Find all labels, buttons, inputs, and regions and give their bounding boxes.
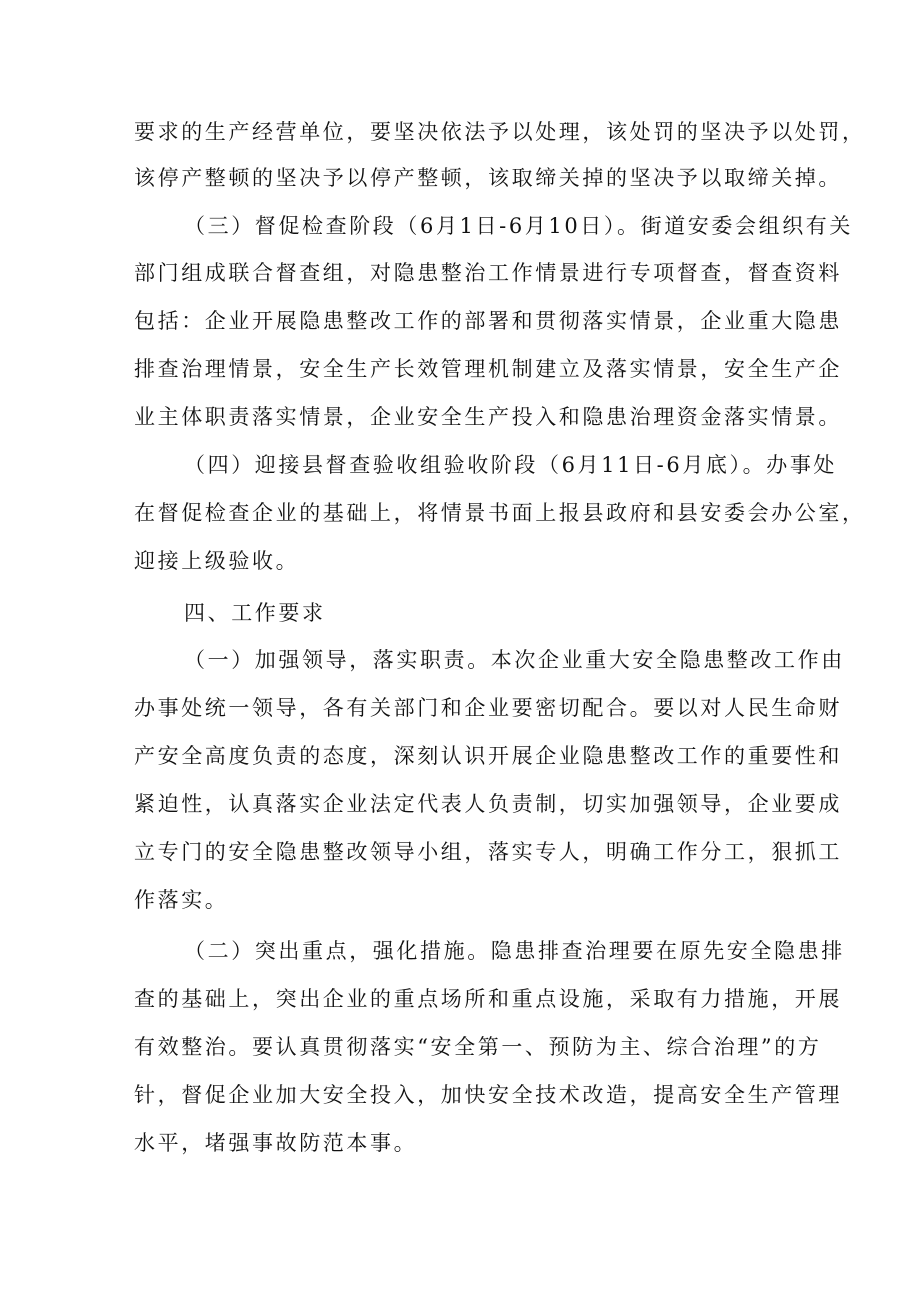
paragraph-5-line-1: （一）加强领导，落实职责。本次企业重大安全隐患整改工作由 xyxy=(184,648,845,672)
section-heading-work-requirements: 四、工作要求 xyxy=(184,601,326,625)
paragraph-6-line-4: 针，督促企业加大安全投入，加快安全技术改造，提高安全生产管理 xyxy=(134,1083,842,1107)
paragraph-6-line-2: 查的基础上，突出企业的重点场所和重点设施，采取有力措施，开展 xyxy=(134,987,842,1011)
paragraph-3-line-1: （四）迎接县督查验收组验收阶段（6月11日-6月底）。办事处 xyxy=(184,453,838,477)
paragraph-3-line-3: 迎接上级验收。 xyxy=(134,549,300,573)
paragraph-6-line-1: （二）突出重点，强化措施。隐患排查治理要在原先安全隐患排 xyxy=(184,939,845,963)
paragraph-2-line-5: 业主体职责落实情景，企业安全生产投入和隐患治理资金落实情景。 xyxy=(134,405,842,429)
paragraph-6-line-5: 水平，堵强事故防范本事。 xyxy=(134,1131,418,1155)
paragraph-5-line-4: 紧迫性，认真落实企业法定代表人负责制，切实加强领导，企业要成 xyxy=(134,792,842,816)
paragraph-5-line-2: 办事处统一领导，各有关部门和企业要密切配合。要以对人民生命财 xyxy=(134,696,842,720)
paragraph-2-line-2: 部门组成联合督查组，对隐患整治工作情景进行专项督查，督查资料 xyxy=(134,261,842,285)
paragraph-2-line-3: 包括：企业开展隐患整改工作的部署和贯彻落实情景，企业重大隐患 xyxy=(134,309,842,333)
paragraph-5-line-3: 产安全高度负责的态度，深刻认识开展企业隐患整改工作的重要性和 xyxy=(134,744,842,768)
paragraph-5-line-5: 立专门的安全隐患整改领导小组，落实专人，明确工作分工，狠抓工 xyxy=(134,840,842,864)
paragraph-2-line-1: （三）督促检查阶段（6月1日-6月10日）。街道安委会组织有关 xyxy=(184,214,853,238)
paragraph-2-line-4: 排查治理情景，安全生产长效管理机制建立及落实情景，安全生产企 xyxy=(134,357,842,381)
paragraph-1-line-1: 要求的生产经营单位，要坚决依法予以处理，该处罚的坚决予以处罚， xyxy=(134,120,866,144)
paragraph-6-line-3: 有效整治。要认真贯彻落实“安全第一、预防为主、综合治理”的方 xyxy=(134,1035,822,1059)
paragraph-3-line-2: 在督促检查企业的基础上，将情景书面上报县政府和县安委会办公室， xyxy=(134,501,866,525)
paragraph-1-line-2: 该停产整顿的坚决予以停产整顿，该取缔关掉的坚决予以取缔关掉。 xyxy=(134,166,842,190)
paragraph-5-line-6: 作落实。 xyxy=(134,888,229,912)
